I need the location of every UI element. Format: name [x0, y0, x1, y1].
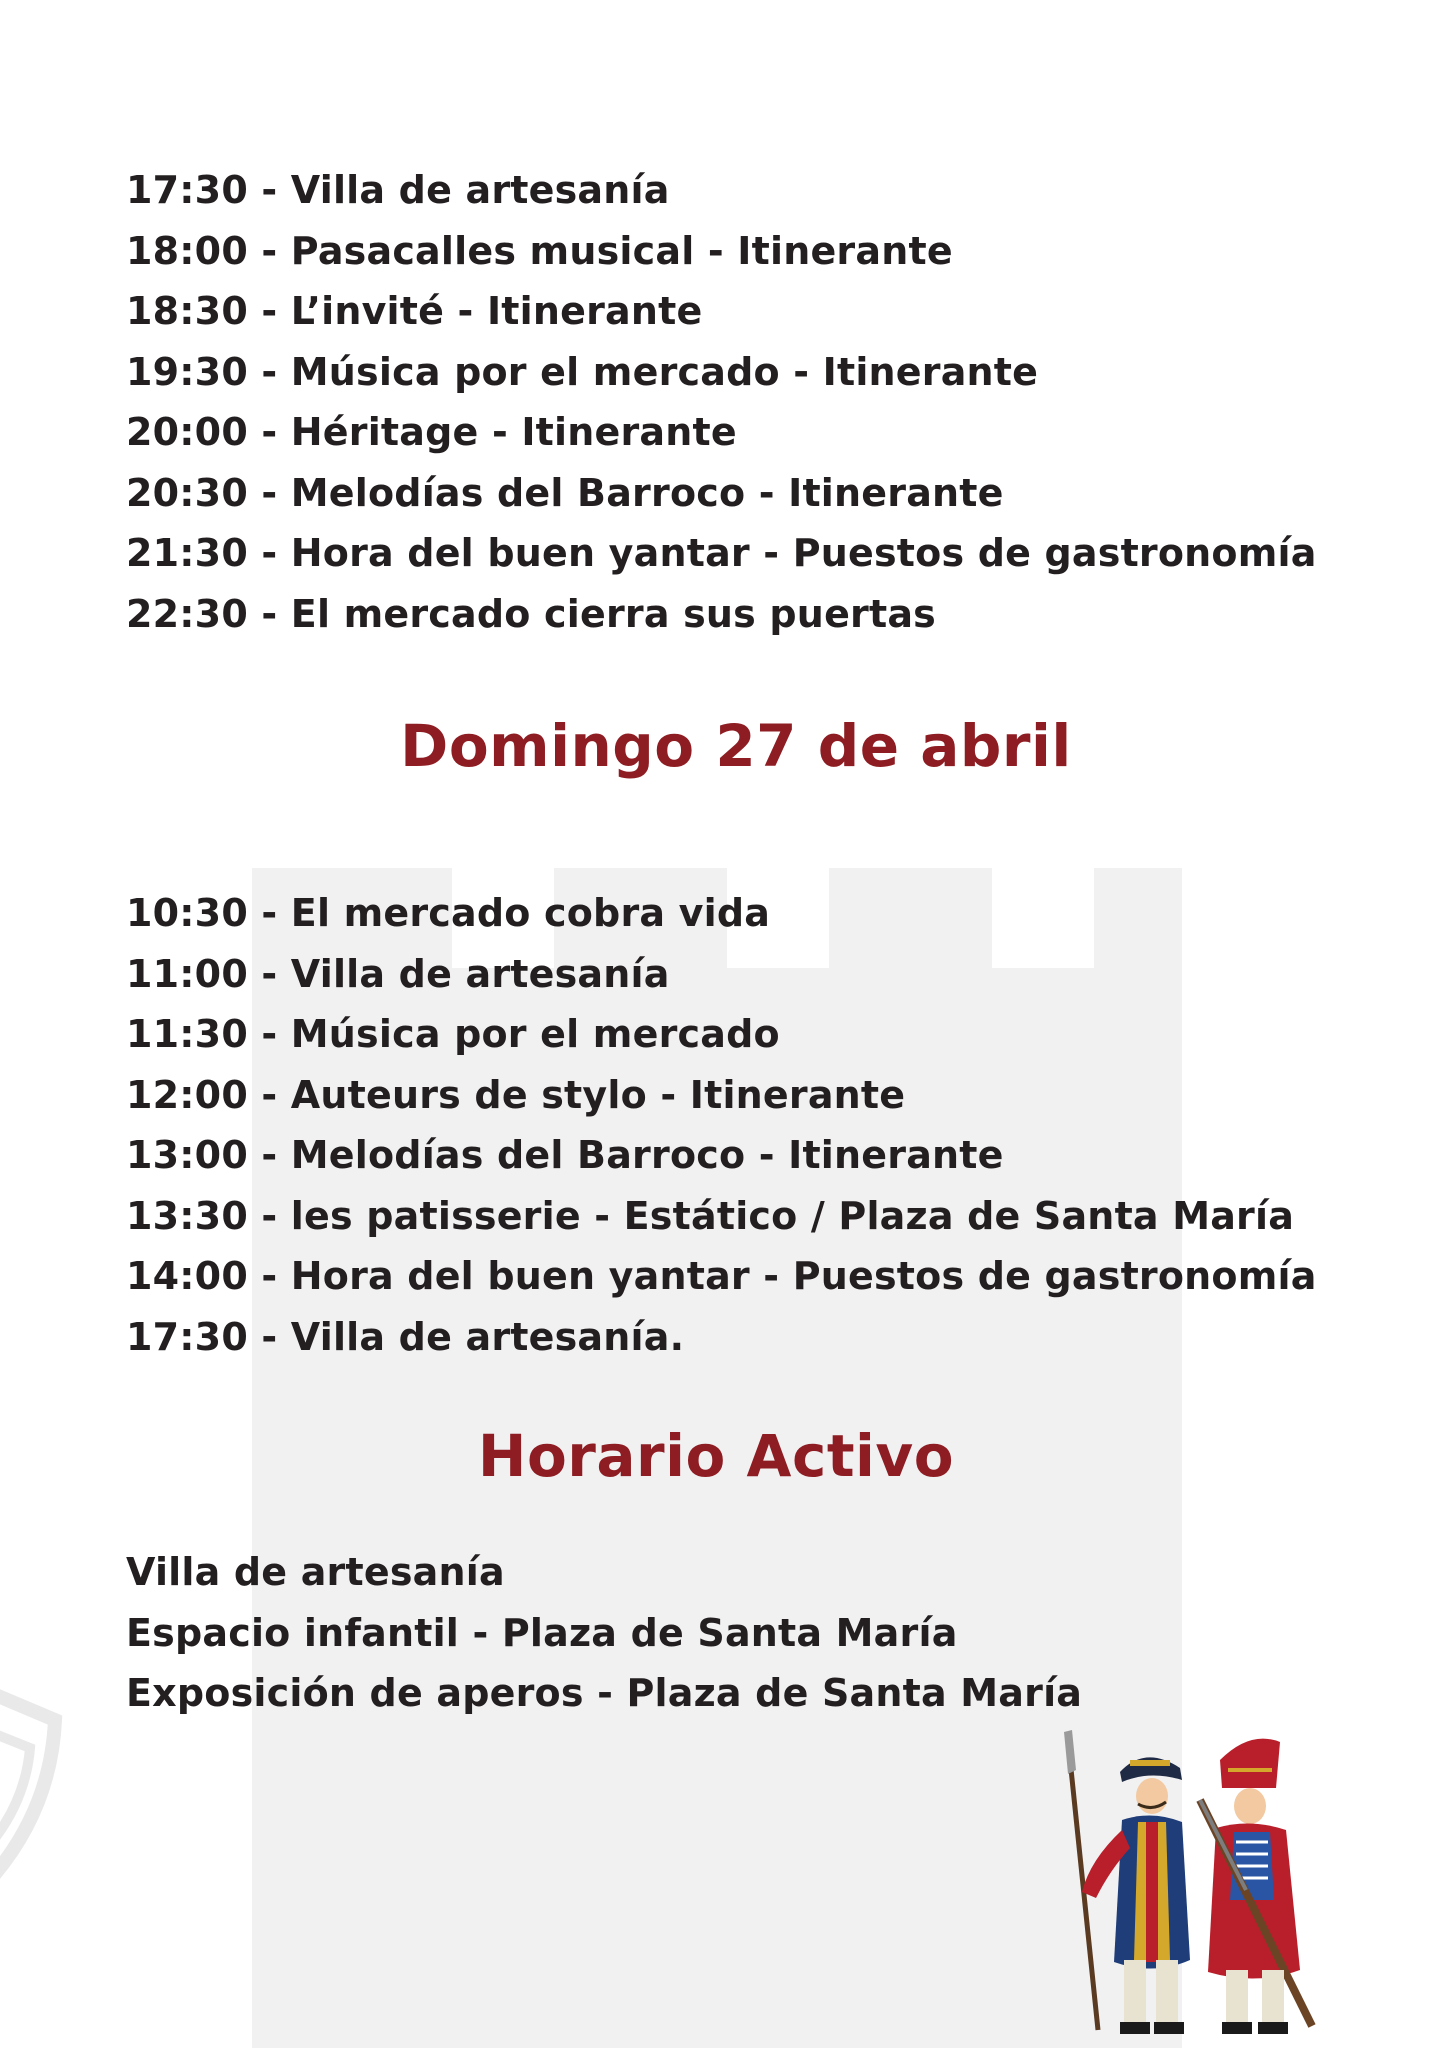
sunday-schedule-list: [126, 883, 1317, 1367]
active-item: Espacio infantil - Plaza de Santa María: [126, 1610, 958, 1655]
saturday-schedule-list: [126, 160, 1317, 644]
schedule-item: 17:30 - Villa de artesanía.: [126, 1314, 685, 1359]
active-hours-list: [126, 1542, 1082, 1724]
active-item: Exposición de aperos - Plaza de Santa María: [126, 1671, 1083, 1715]
schedule-item: 11:00 - Villa de artesanía: [126, 951, 670, 996]
schedule-item: 10:30 - El mercado cobra vida: [126, 891, 771, 935]
schedule-item: 18:00 - Pasacalles musical - Itinerante: [126, 228, 953, 273]
soldiers-illustration: [1050, 1730, 1350, 2040]
schedule-item: 17:30 - Villa de artesanía: [126, 168, 670, 212]
schedule-item: 20:00 - Héritage - Itinerante: [126, 410, 737, 454]
schedule-item: 11:30 - Música por el mercado: [126, 1012, 780, 1056]
schedule-item: 14:00 - Hora del buen yantar - Puestos de gastronomía: [126, 1254, 1317, 1298]
active-hours-heading: Horario Activo: [477, 1422, 955, 1490]
schedule-item: 21:30 - Hora del buen yantar - Puestos de gastronomía: [126, 531, 1317, 575]
schedule-item: 20:30 - Melodías del Barroco - Itinerante: [126, 470, 1004, 515]
schedule-item: 19:30 - Música por el mercado - Itinerante: [126, 349, 1039, 394]
active-item: Villa de artesanía: [126, 1550, 505, 1594]
schedule-item: 22:30 - El mercado cierra sus puertas: [126, 591, 937, 636]
schedule-item: 12:00 - Auteurs de stylo - Itinerante: [126, 1072, 906, 1117]
schedule-item: 13:30 - les patisserie - Estático / Plaza de Santa María: [126, 1193, 1295, 1238]
schedule-item: 18:30 - L’invité - Itinerante: [126, 289, 703, 333]
sunday-heading: Domingo 27 de abril: [400, 712, 1072, 780]
schedule-item: 13:00 - Melodías del Barroco - Itinerante: [126, 1133, 1004, 1177]
